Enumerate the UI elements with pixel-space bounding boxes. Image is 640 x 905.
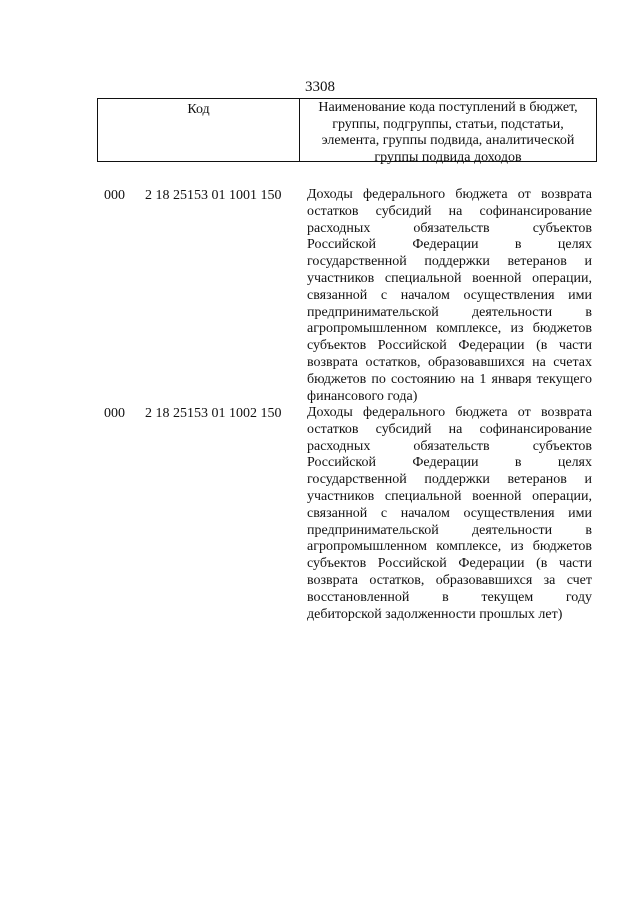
description-line: предпринимательской деятельности в [307,304,592,320]
description-line: связанной с началом осуществления ими [307,287,592,303]
admin-code: 000 [104,188,125,203]
description-line: возврата остатков, образовавшихся за счет [307,572,592,588]
revenue-description [307,187,592,405]
description-line: возврата остатков, образовавшихся на счетах [307,354,592,370]
admin-code: 000 [104,406,125,421]
header-name-line: группы подвида доходов [374,149,522,165]
description-line: предпринимательской деятельности в [307,522,592,538]
description-line: агропромышленном комплексе, из бюджетов [307,321,592,337]
description-line: восстановленной в текущем году [307,589,592,605]
description-line: участников специальной военной операции, [307,270,592,286]
description-line: бюджетов по состоянию на 1 января текущего [307,371,592,387]
description-line: агропромышленном комплексе, из бюджетов [307,539,592,555]
description-line: расходных обязательств субъектов [307,220,592,236]
description-line: Российской Федерации в целях [307,237,592,253]
description-line: расходных обязательств субъектов [307,438,592,454]
header-name-line: элемента, группы подвида, аналитической [321,133,575,148]
header-name-line: Наименование кода поступлений в бюджет, [318,100,578,115]
header-name-column [300,99,596,165]
description-line: Российской Федерации в целях [307,455,592,471]
table-header [97,98,597,165]
description-line: связанной с началом осуществления ими [307,505,592,521]
header-name-line: группы, подгруппы, статьи, подстатьи, [332,116,564,132]
header-code-column: Код [98,99,300,161]
description-line: государственной поддержки ветеранов и [307,254,592,270]
description-line: государственной поддержки ветеранов и [307,472,592,488]
description-line: остатков субсидий на софинансирование [307,203,592,219]
description-line: участников специальной военной операции, [307,488,592,504]
revenue-description [307,405,592,623]
description-line: субъектов Российской Федерации (в части [307,338,592,354]
description-line: дебиторской задолженности прошлых лет) [307,606,563,622]
revenue-code: 2 18 25153 01 1002 150 [145,406,282,421]
description-line: остатков субсидий на софинансирование [307,421,592,437]
description-line: Доходы федерального бюджета от возврата [307,187,592,202]
description-line: финансового года) [307,388,418,404]
revenue-code: 2 18 25153 01 1001 150 [145,188,282,203]
description-line: Доходы федерального бюджета от возврата [307,405,592,420]
page-number: 3308 [305,79,335,95]
description-line: субъектов Российской Федерации (в части [307,556,592,572]
